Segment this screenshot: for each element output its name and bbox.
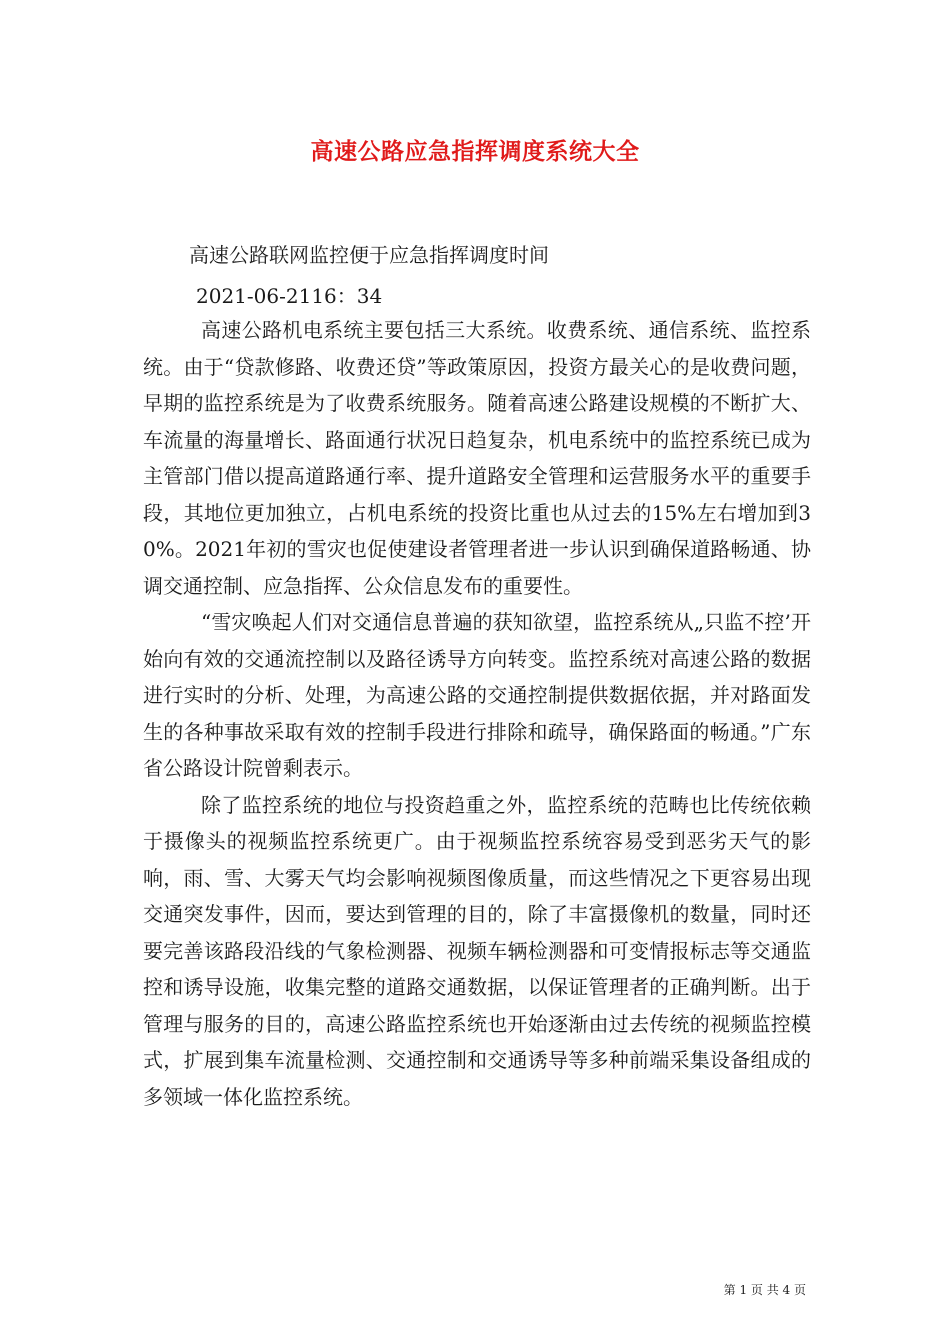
article-subtitle: 高速公路联网监控便于应急指挥调度时间 <box>189 243 549 267</box>
paragraph-2: “雪灾唤起人们对交通信息普遍的获知欲望，监控系统从„只监不控’开始向有效的交通流控制以及路径诱导方向转变。监控系统对高速公路的数据进行实时的分析、处理，为高速公路的交通控制提供数据依据，并对路面发生的各种事故采取有效的控制手段进行排除和疏导，确保路面的畅通。”广东省公路设计院曾剩表示。 <box>143 610 811 780</box>
article-datetime: 2021-06-2116：34 <box>196 284 383 308</box>
document-title: 高速公路应急指挥调度系统大全 <box>310 138 640 165</box>
page-number: 第 1 页 共 4 页 <box>723 1283 806 1297</box>
paragraph-3: 除了监控系统的地位与投资趋重之外，监控系统的范畴也比传统依赖于摄像头的视频监控系统更广。由于视频监控系统容易受到恶劣天气的影响，雨、雪、大雾天气均会影响视频图像质量，而这些情况之下更容易出现交通突发事件，因而，要达到管理的目的，除了丰富摄像机的数量，同时还要完善该路段沿线的气象检测器、视频车辆检测器和可变情报标志等交通监控和诱导设施，收集完整的道路交通数据，以保证管理者的正确判断。出于管理与服务的目的，高速公路监控系统也开始逐渐由过去传统的视频监控模式，扩展到集车流量检测、交通控制和交通诱导等多种前端采集设备组成的多领域一体化监控系统。 <box>143 792 811 1109</box>
article-body <box>143 312 811 1115</box>
paragraph-1: 高速公路机电系统主要包括三大系统。收费系统、通信系统、监控系统。由于“贷款修路、收费还贷”等政策原因，投资方最关心的是收费问题，早期的监控系统是为了收费系统服务。随着高速公路建设规模的不断扩大、车流量的海量增长、路面通行状况日趋复杂，机电系统中的监控系统已成为主管部门借以提高道路通行率、提升道路安全管理和运营服务水平的重要手段，其地位更加独立，占机电系统的投资比重也从过去的15%左右增加到30%。2021年初的雪灾也促使建设者管理者进一步认识到确保道路畅通、协调交通控制、应急指挥、公众信息发布的重要性。 <box>143 318 811 598</box>
